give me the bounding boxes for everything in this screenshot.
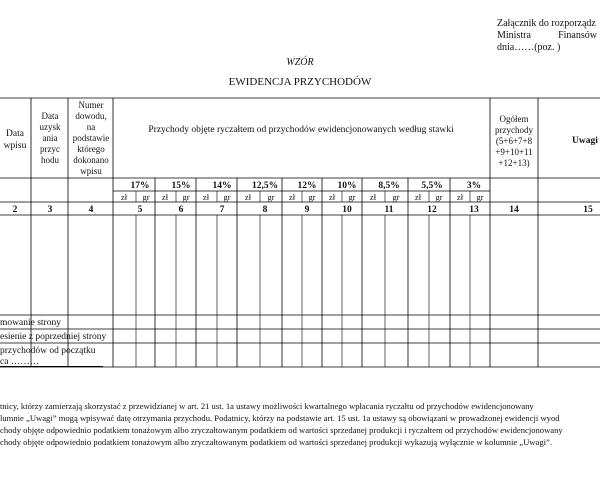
zl-label: zł: [161, 192, 169, 202]
col-numer-dowodu-line-6: dokonano: [73, 155, 109, 165]
rate-12-5: 12,5%: [251, 181, 279, 191]
col-number-13: 13: [469, 205, 479, 215]
zl-label: zł: [369, 192, 377, 202]
gr-label: gr: [392, 192, 400, 202]
col-number-7: 7: [219, 205, 225, 215]
gr-label: gr: [267, 192, 275, 202]
col-uwagi: Uwagi: [572, 136, 598, 146]
rate-3: 3%: [466, 181, 482, 191]
zl-label: zł: [456, 192, 464, 202]
footnote-line-4: chody objęte odpowiednio podatkiem tonażowym albo zryczałtowanym podatkiem od wartości sprzedanej produkcji wykazują wyłącznie w kolumnie „Uwagi”.: [0, 437, 552, 447]
col-data-uzyskania-line-2: uzysk: [39, 122, 61, 132]
annex-line-2b: Finansów: [558, 30, 597, 41]
summary-row-since-start-1: przychodów od początku: [0, 346, 96, 356]
gr-label: gr: [476, 192, 484, 202]
zl-label: zł: [120, 192, 128, 202]
document-title: EWIDENCJA PRZYCHODÓW: [228, 76, 372, 88]
zl-label: zł: [328, 192, 336, 202]
zl-label: zł: [288, 192, 296, 202]
zl-label: zł: [202, 192, 210, 202]
col-ogolem-line-5: +12+13): [498, 158, 530, 168]
col-data-wpisu-line-1: Data: [6, 129, 24, 139]
col-number-4: 4: [88, 205, 94, 215]
col-numer-dowodu-line-1: Numer: [78, 100, 104, 110]
col-numer-dowodu-line-4: podstawie: [72, 133, 110, 143]
summary-row-carried-over: esienie z poprzedniej strony: [0, 332, 107, 342]
przychody-group-header: Przychody objęte ryczałtem od przychodów ewidencjonowanych według stawki: [148, 125, 454, 135]
col-ogolem-line-1: Ogółem: [499, 114, 529, 124]
rate-headers: [131, 181, 482, 191]
annex-line-1: Załącznik do rozporządz: [497, 18, 596, 29]
rate-8-5: 8,5%: [378, 181, 400, 191]
col-number-15: 15: [583, 205, 593, 215]
summary-rows: [0, 318, 107, 367]
footnote-separator: [0, 366, 103, 367]
rate-17: 17%: [130, 181, 150, 191]
col-number-6: 6: [178, 205, 184, 215]
rate-5-5: 5,5%: [421, 181, 443, 191]
col-numer-dowodu-line-3: na: [86, 122, 96, 132]
col-number-5: 5: [137, 205, 143, 215]
column-numbers: [13, 205, 593, 215]
col-number-8: 8: [262, 205, 268, 215]
gr-label: gr: [308, 192, 316, 202]
col-numer-dowodu-line-7: wpisu: [80, 166, 102, 176]
rate-14: 14%: [212, 181, 232, 191]
gr-label: gr: [435, 192, 443, 202]
col-numer-dowodu-line-5: którego: [77, 144, 105, 154]
gr-label: gr: [223, 192, 231, 202]
col-number-3: 3: [47, 205, 53, 215]
summary-row-page-total: mowanie strony: [0, 318, 61, 328]
rate-group-lines: [155, 178, 450, 367]
col-data-uzyskania-line-4: przyc: [40, 144, 60, 154]
gr-label: gr: [348, 192, 356, 202]
col-number-12: 12: [427, 205, 437, 215]
col-number-2: 2: [12, 205, 18, 215]
template-label: WZÓR: [286, 57, 314, 68]
zl-label: zł: [244, 192, 252, 202]
zl-gr-split-lines: [136, 191, 470, 367]
annex-line-2a: Ministra: [497, 30, 531, 41]
col-number-14: 14: [509, 205, 519, 215]
gr-label: gr: [142, 192, 150, 202]
gr-label: gr: [182, 192, 190, 202]
col-ogolem-line-4: +9+10+11: [495, 147, 533, 157]
rate-12: 12%: [297, 181, 317, 191]
col-number-10: 10: [342, 205, 352, 215]
col-number-11: 11: [384, 205, 394, 215]
col-data-uzyskania-line-3: ania: [42, 133, 58, 143]
col-data-uzyskania-line-1: Data: [41, 111, 59, 121]
col-data-uzyskania-line-5: hodu: [41, 155, 59, 165]
rate-15: 15%: [171, 181, 191, 191]
col-ogolem-line-2: przychody: [495, 125, 533, 135]
col-number-9: 9: [304, 205, 310, 215]
summary-row-since-start-2: ca ………: [0, 357, 40, 367]
col-ogolem-line-3: (5+6+7+8: [495, 136, 533, 146]
footnote-line-1: tnicy, którzy zamierzają skorzystać z przewidzianej w art. 21 ust. 1a ustawy możliwości kwartalnego wpłacania ryczałtu od przychodów ewidencjonowany: [0, 401, 534, 411]
col-data-wpisu-line-2: wpisu: [3, 141, 27, 151]
footnote-line-3: chody objęte odpowiednio podatkiem tonażowym albo zryczałtowanym podatkiem od wartości sprzedanej produkcji i ryczałtem od przychodów ewidencjonowany: [0, 425, 563, 435]
footnote-line-2: lumnie „Uwagi” mogą wpisywać datę otrzymania przychodu. Podatnicy, którzy na podstawie art. 15 ust. 1a ustawy są obowiązani w prowadzonej ewidencji wyod: [0, 413, 560, 423]
col-numer-dowodu-line-2: dowodu,: [75, 111, 107, 121]
rate-10: 10%: [337, 181, 357, 191]
zl-label: zł: [414, 192, 422, 202]
annex-line-3: dnia……(poz. ): [497, 42, 561, 53]
